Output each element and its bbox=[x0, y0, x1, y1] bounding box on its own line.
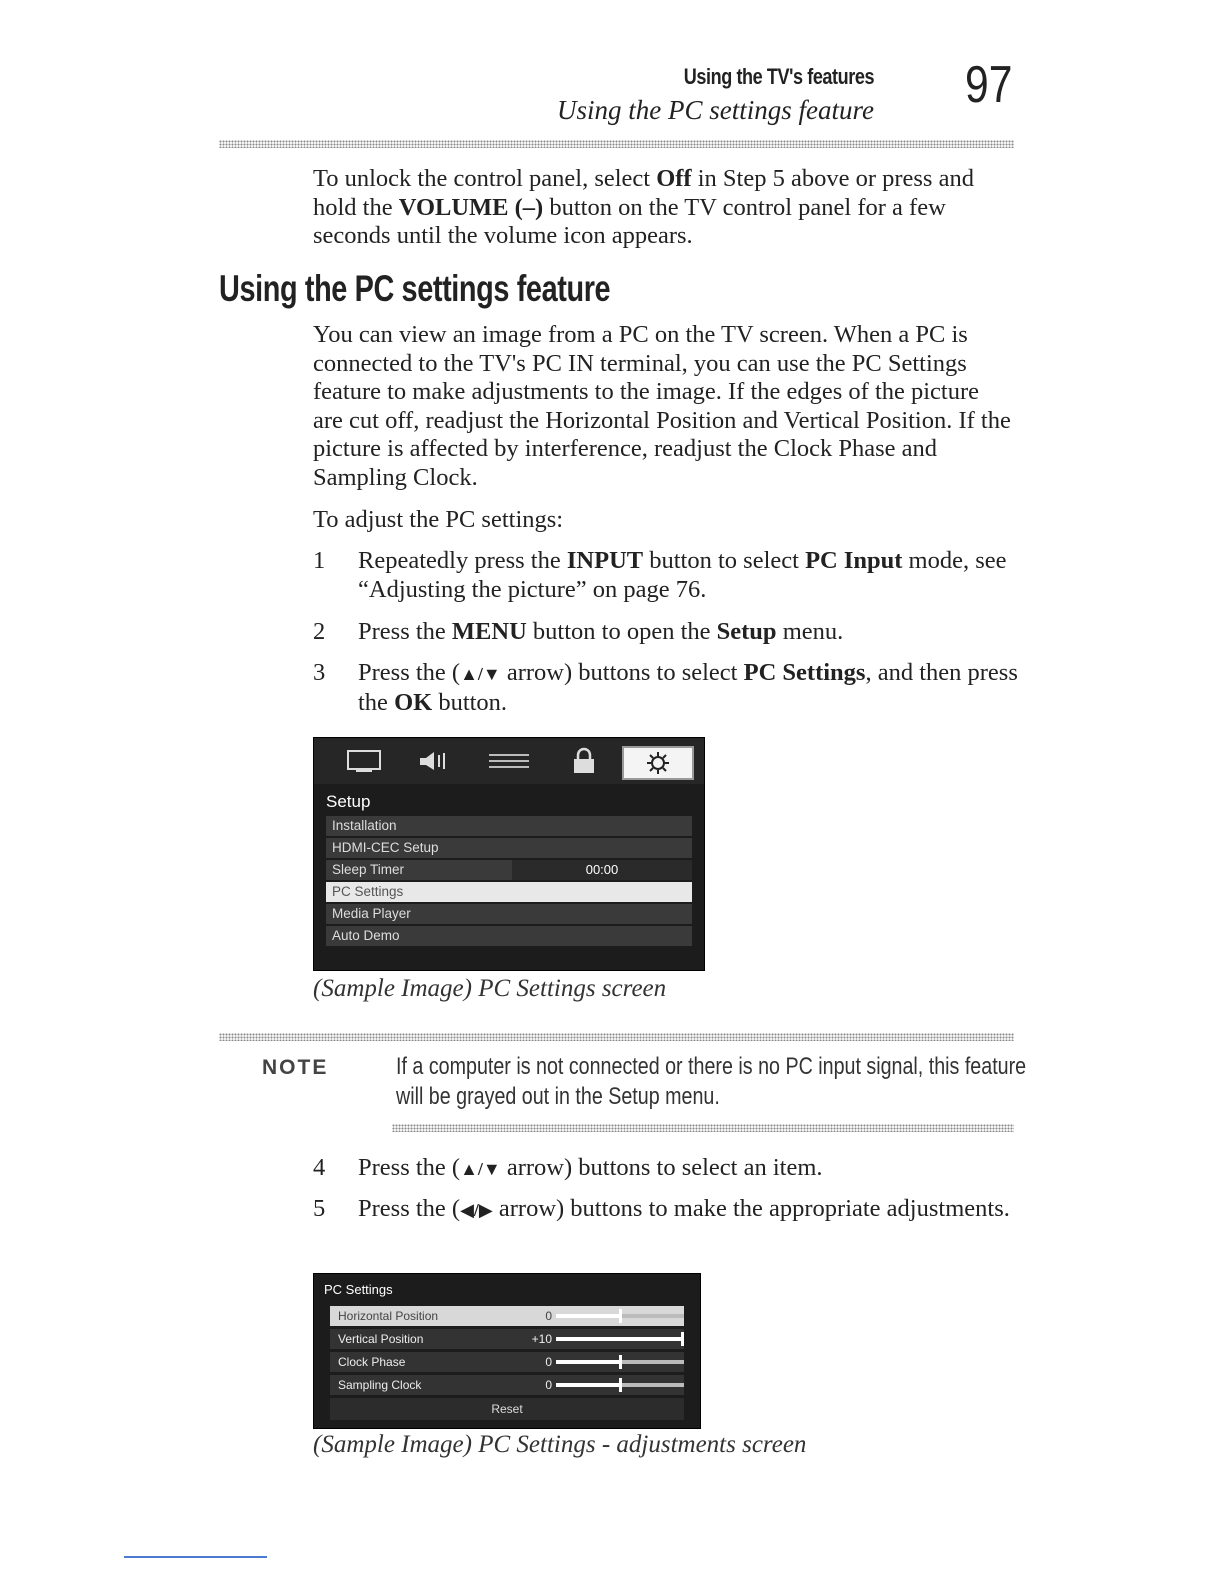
lock-icon[interactable] bbox=[554, 746, 614, 776]
setup-gear-icon[interactable] bbox=[622, 746, 694, 780]
intro-bold-volume: VOLUME (–) bbox=[398, 193, 544, 221]
sampling-clock-slider[interactable] bbox=[556, 1383, 684, 1387]
note-label: NOTE bbox=[262, 1056, 329, 1079]
slider-knob bbox=[619, 1355, 622, 1369]
step-2-bold-menu: MENU bbox=[451, 618, 527, 645]
note-bottom-divider bbox=[392, 1124, 1014, 1132]
slider-knob bbox=[619, 1309, 622, 1323]
setup-menu-title: Setup bbox=[326, 792, 371, 811]
slider-fill bbox=[556, 1383, 620, 1387]
slider-fill bbox=[556, 1314, 620, 1318]
pc-settings-title: PC Settings bbox=[324, 1282, 393, 1297]
pc-settings-screen bbox=[313, 1273, 701, 1429]
step-4-text bbox=[358, 1154, 1018, 1184]
pc-row-label: Horizontal Position bbox=[338, 1309, 439, 1323]
step-3-d: , and then press the bbox=[358, 659, 1018, 716]
step-3-text bbox=[358, 659, 1018, 717]
slider-knob bbox=[619, 1378, 622, 1392]
step-1-c: button to select bbox=[643, 547, 806, 574]
menu-item-sleep-timer[interactable] bbox=[326, 860, 692, 880]
note-top-divider bbox=[219, 1033, 1014, 1041]
slider-knob bbox=[681, 1332, 684, 1346]
step-2-text bbox=[358, 618, 1018, 647]
running-header-subtitle: Using the PC settings feature bbox=[557, 95, 874, 125]
pc-row-label: Vertical Position bbox=[338, 1332, 424, 1346]
step-3-number: 3 bbox=[313, 659, 326, 686]
menu-item-sleep-timer-label: Sleep Timer bbox=[332, 862, 405, 877]
menu-item-pc-settings[interactable]: PC Settings bbox=[326, 882, 692, 902]
up-down-arrow-icon: ▲/▼ bbox=[460, 664, 501, 684]
step-3-bold-pc-settings: PC Settings bbox=[743, 659, 866, 686]
step-1-e: mode, see “Adjusting the picture” on page 76. bbox=[358, 547, 1007, 603]
intro-bold-off: Off bbox=[656, 165, 692, 192]
intro-text-3: button on the TV control panel for a few seconds until the volume icon appears. bbox=[313, 193, 946, 249]
step-2-e: menu. bbox=[776, 618, 844, 645]
sleep-timer-value: 00:00 bbox=[512, 860, 692, 880]
menu-item-auto-demo[interactable]: Auto Demo bbox=[326, 926, 692, 946]
pc-row-value: 0 bbox=[545, 1378, 552, 1392]
slider-fill bbox=[556, 1337, 684, 1341]
up-down-arrow-icon: ▲/▼ bbox=[460, 1159, 501, 1179]
menu-item-media-player[interactable]: Media Player bbox=[326, 904, 692, 924]
menu-item-hdmi-cec-setup[interactable]: HDMI-CEC Setup bbox=[326, 838, 692, 858]
slider-fill bbox=[556, 1360, 620, 1364]
menu-tab-bar bbox=[314, 738, 704, 784]
note-text: If a computer is not connected or there is no PC input signal, this feature will be grayed out in the Setup menu. bbox=[396, 1053, 1027, 1110]
pc-row-value: 0 bbox=[545, 1355, 552, 1369]
step-5-a: Press the ( bbox=[358, 1195, 461, 1222]
pc-row-value: 0 bbox=[545, 1309, 552, 1323]
step-3-bold-ok: OK bbox=[394, 688, 433, 716]
step-1-number: 1 bbox=[313, 547, 326, 574]
pc-row-sampling-clock[interactable] bbox=[330, 1375, 684, 1395]
intro-text-2: in Step 5 above or press and hold the bbox=[313, 165, 974, 221]
step-4-number: 4 bbox=[313, 1154, 326, 1181]
clock-phase-slider[interactable] bbox=[556, 1360, 684, 1364]
setup-screen-caption: (Sample Image) PC Settings screen bbox=[313, 975, 667, 1002]
header-divider bbox=[219, 140, 1014, 148]
footer-rule bbox=[124, 1556, 267, 1558]
horizontal-position-slider[interactable] bbox=[556, 1314, 684, 1318]
step-4-a: Press the ( bbox=[358, 1154, 461, 1181]
preferences-icon[interactable] bbox=[479, 746, 539, 776]
vertical-position-slider[interactable] bbox=[556, 1337, 684, 1341]
step-1-bold-pc-input: PC Input bbox=[805, 547, 903, 574]
pc-row-label: Clock Phase bbox=[338, 1355, 406, 1369]
pc-row-label: Sampling Clock bbox=[338, 1378, 422, 1392]
menu-item-installation[interactable]: Installation bbox=[326, 816, 692, 836]
section-lead: To adjust the PC settings: bbox=[313, 506, 564, 533]
sound-icon[interactable] bbox=[404, 746, 464, 776]
step-2-a: Press the bbox=[358, 618, 452, 645]
setup-menu-screen bbox=[313, 737, 705, 971]
step-5-number: 5 bbox=[313, 1195, 326, 1222]
step-1-bold-input: INPUT bbox=[566, 547, 644, 574]
intro-text-1: To unlock the control panel, select bbox=[313, 165, 657, 192]
reset-button[interactable]: Reset bbox=[330, 1398, 684, 1420]
step-2-bold-setup: Setup bbox=[716, 618, 777, 645]
pc-screen-caption: (Sample Image) PC Settings - adjustments screen bbox=[313, 1431, 807, 1458]
step-2-c: button to open the bbox=[526, 618, 717, 645]
pc-row-vertical-position[interactable] bbox=[330, 1329, 684, 1349]
pc-row-value: +10 bbox=[531, 1332, 552, 1346]
step-4-b: arrow) buttons to select an item. bbox=[500, 1154, 823, 1181]
step-3-a: Press the ( bbox=[358, 659, 461, 686]
intro-paragraph bbox=[313, 165, 1013, 251]
step-3-b: arrow) buttons to select bbox=[500, 659, 744, 686]
step-2-number: 2 bbox=[313, 618, 326, 645]
section-heading: Using the PC settings feature bbox=[219, 268, 611, 309]
step-1-text bbox=[358, 547, 1018, 604]
section-paragraph: You can view an image from a PC on the TV screen. When a PC is connected to the TV's PC IN terminal, you can use the PC Settings feature to make adjustments to the image. If the edges of the picture are cut off, readjust the Horizontal Position and Vertical Position. If the picture is affected by interference, readjust the Clock Phase and Sampling Clock. bbox=[313, 321, 1011, 491]
page-number: 97 bbox=[965, 56, 1013, 114]
step-1-a: Repeatedly press the bbox=[358, 547, 567, 574]
step-3-f: button. bbox=[432, 688, 508, 716]
left-right-arrow-icon: ◀/▶ bbox=[460, 1200, 493, 1220]
step-5-b: arrow) buttons to make the appropriate adjustments. bbox=[492, 1195, 1010, 1222]
step-5-text bbox=[358, 1195, 1018, 1225]
pc-row-clock-phase[interactable] bbox=[330, 1352, 684, 1372]
running-header-title: Using the TV's features bbox=[683, 64, 874, 89]
picture-icon[interactable] bbox=[334, 746, 394, 776]
pc-row-horizontal-position[interactable] bbox=[330, 1306, 684, 1326]
